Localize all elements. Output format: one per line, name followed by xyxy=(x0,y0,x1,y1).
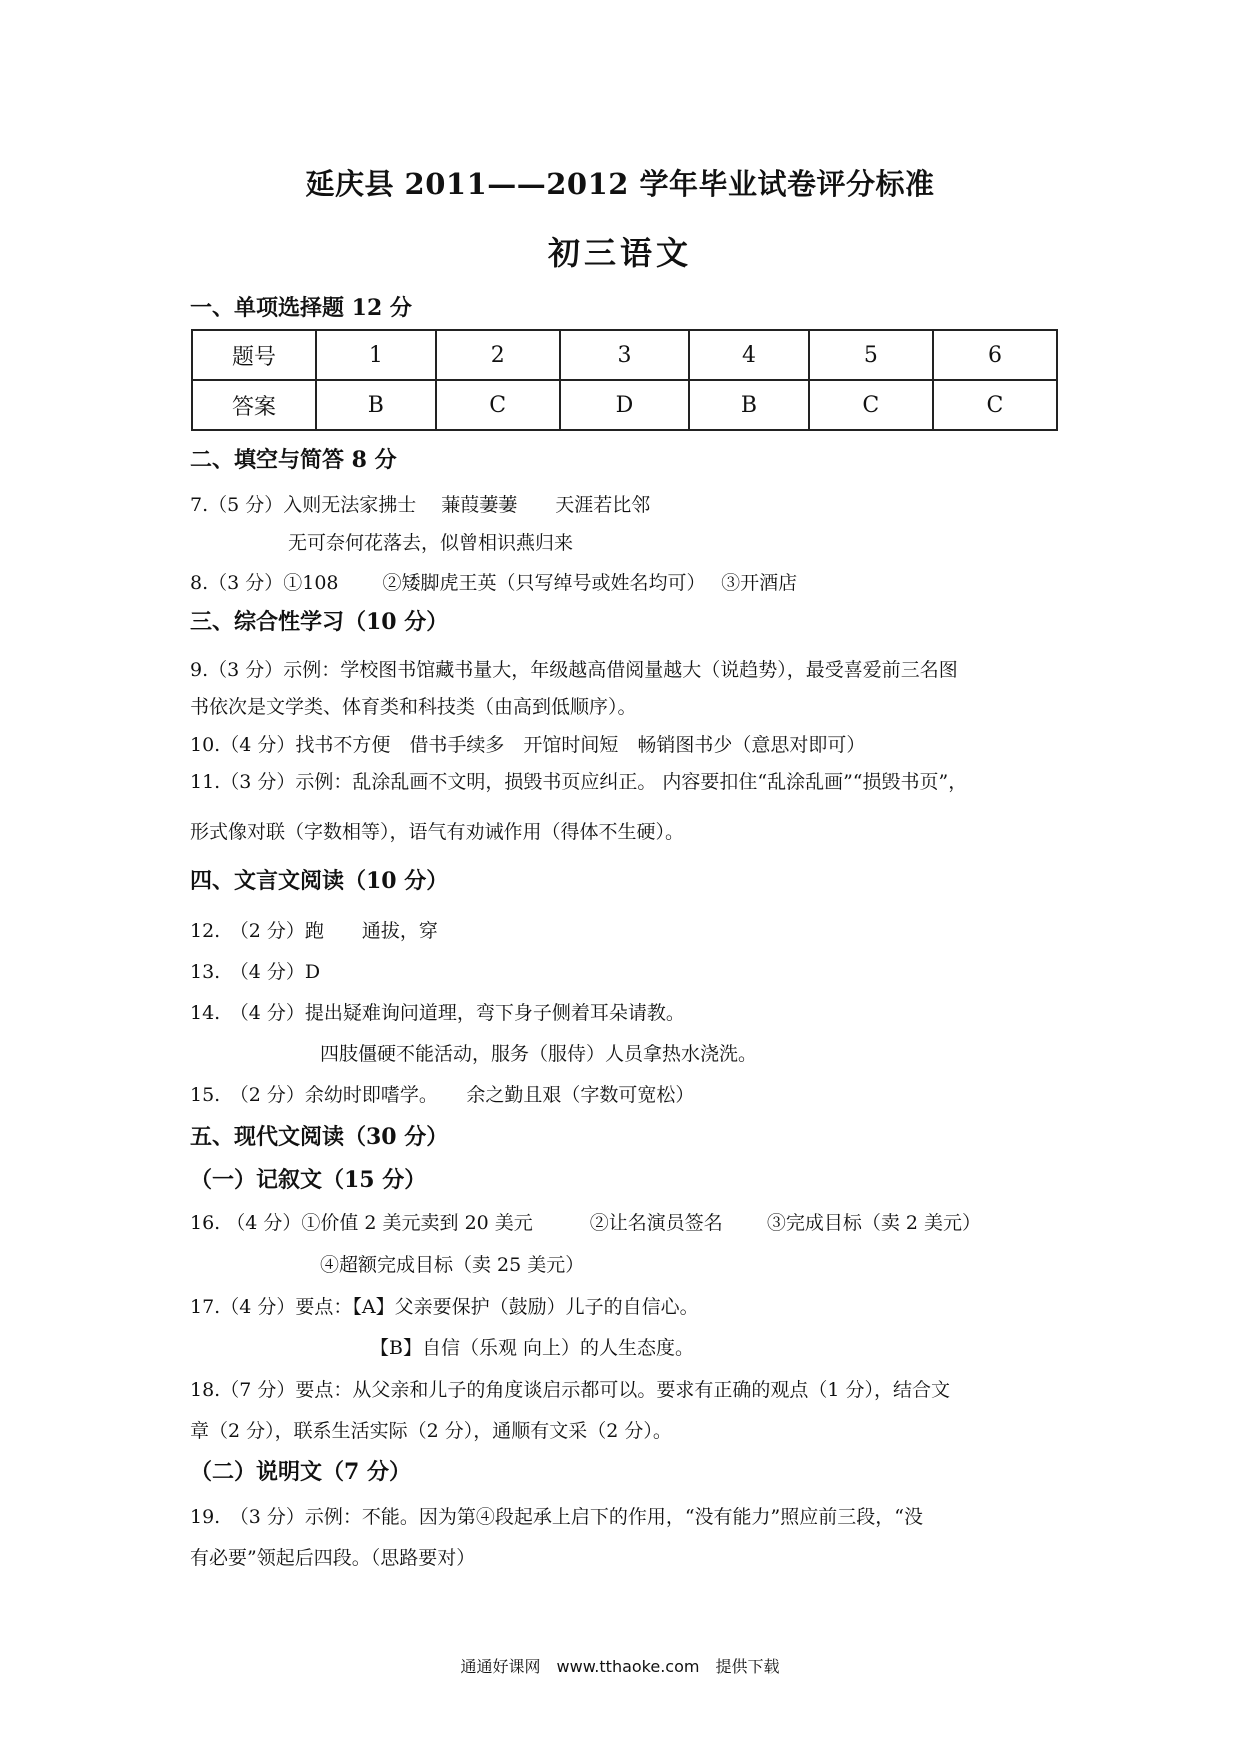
question-number-cell: 2 xyxy=(436,330,560,380)
answer-line-11b: 形式像对联（字数相等），语气有劝诫作用（得体不生硬）。 xyxy=(190,821,685,843)
table-row xyxy=(192,330,1057,380)
answer-line-19b: 有必要”领起后四段。（思路要对） xyxy=(190,1547,476,1569)
page-subtitle: 初三语文 xyxy=(547,234,692,272)
answer-line-9a: 9.（3 分）示例：学校图书馆藏书量大，年级越高借阅量越大（说趋势），最受喜爱前三名图 xyxy=(190,659,958,681)
answer-line-18b: 章（2 分），联系生活实际（2 分），通顺有文采（2 分）。 xyxy=(190,1420,672,1442)
section-heading-4: 四、文言文阅读（10 分） xyxy=(190,868,449,894)
answer-line-12: 12. （2 分）跑 通拔，穿 xyxy=(190,920,438,942)
section-heading-5a: （一）记叙文（15 分） xyxy=(190,1167,427,1193)
question-number-cell: 6 xyxy=(933,330,1057,380)
answer-cell: B xyxy=(689,380,809,430)
section-heading-3: 三、综合性学习（10 分） xyxy=(190,609,449,635)
answer-line-14b: 四肢僵硬不能活动，服务（服侍）人员拿热水浇洗。 xyxy=(320,1043,758,1065)
answer-line-9b: 书依次是文学类、体育类和科技类（由高到低顺序）。 xyxy=(190,696,637,718)
answer-table xyxy=(191,329,1058,431)
answer-line-19a: 19. （3 分）示例：不能。因为第④段起承上启下的作用，“没有能力”照应前三段，“没 xyxy=(190,1506,923,1528)
answer-line-16a: 16. （4 分）①价值 2 美元卖到 20 美元 ②让名演员签名 ③完成目标（卖 2 美元） xyxy=(190,1212,982,1234)
question-number-cell: 5 xyxy=(809,330,933,380)
table-row xyxy=(192,380,1057,430)
answer-line-13: 13. （4 分）D xyxy=(190,961,321,983)
question-number-cell: 4 xyxy=(689,330,809,380)
answer-cell: C xyxy=(809,380,933,430)
answer-cell: D xyxy=(560,380,689,430)
answer-line-10: 10.（4 分）找书不方便 借书手续多 开馆时间短 畅销图书少（意思对即可） xyxy=(190,734,866,756)
question-number-cell: 3 xyxy=(560,330,689,380)
answer-line-17b: 【B】自信（乐观 向上）的人生态度。 xyxy=(370,1337,695,1359)
answer-cell: B xyxy=(316,380,436,430)
section-heading-5b: （二）说明文（7 分） xyxy=(190,1459,411,1485)
page-footer: 通通好课网 www.tthaoke.com 提供下载 xyxy=(460,1657,780,1676)
answer-line-7b: 无可奈何花落去，似曾相识燕归来 xyxy=(288,532,574,554)
answer-line-11a: 11.（3 分）示例：乱涂乱画不文明，损毁书页应纠正。 内容要扣住“乱涂乱画”“损毁书页”， xyxy=(190,771,968,793)
answer-line-7a: 7.（5 分）入则无法家拂士 蒹葭萋萋 天涯若比邻 xyxy=(190,494,651,516)
answer-line-15: 15. （2 分）余幼时即嗜学。 余之勤且艰（字数可宽松） xyxy=(190,1084,695,1106)
section-heading-1: 一、单项选择题 12 分 xyxy=(190,295,412,321)
answer-line-17a: 17.（4 分）要点：【A】父亲要保护（鼓励）儿子的自信心。 xyxy=(190,1296,699,1318)
answer-line-18a: 18.（7 分）要点：从父亲和儿子的角度谈启示都可以。要求有正确的观点（1 分），结合文 xyxy=(190,1379,950,1401)
answer-line-14a: 14. （4 分）提出疑难询问道理，弯下身子侧着耳朵请教。 xyxy=(190,1002,685,1024)
section-heading-5: 五、现代文阅读（30 分） xyxy=(190,1124,449,1150)
answer-cell: C xyxy=(436,380,560,430)
table-row-label: 题号 xyxy=(192,330,316,380)
page-title: 延庆县 2011——2012 学年毕业试卷评分标准 xyxy=(305,167,935,201)
answer-line-8: 8.（3 分）①108 ②矮脚虎王英（只写绰号或姓名均可） ③开酒店 xyxy=(190,572,798,594)
question-number-cell: 1 xyxy=(316,330,436,380)
answer-line-16b: ④超额完成目标（卖 25 美元） xyxy=(320,1254,585,1276)
table-row-label: 答案 xyxy=(192,380,316,430)
answer-cell: C xyxy=(933,380,1057,430)
section-heading-2: 二、填空与简答 8 分 xyxy=(190,447,397,473)
